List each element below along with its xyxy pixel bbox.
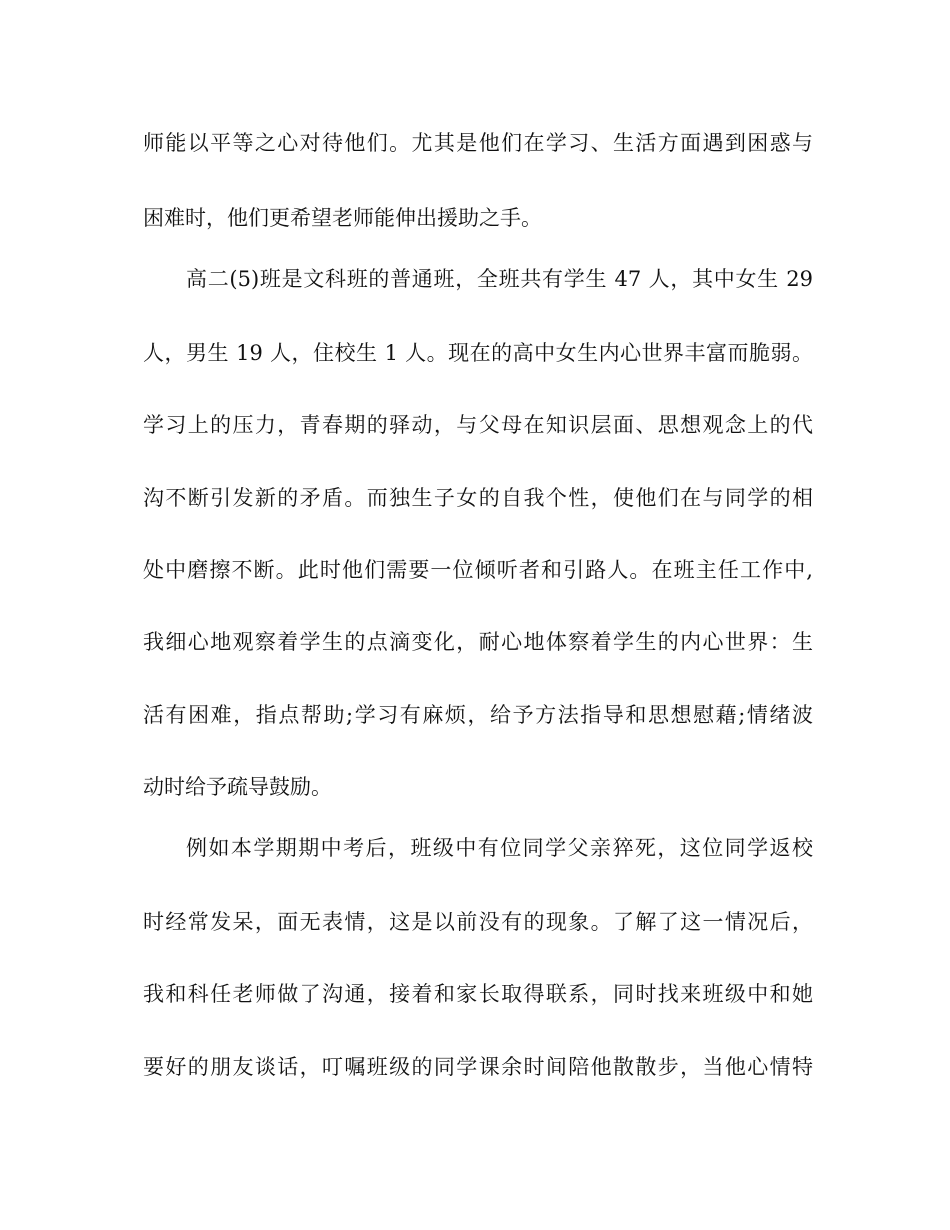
text-line: 困难时，他们更希望老师能伸出援助之手。: [143, 206, 542, 230]
text-line: 动时给予疏导鼓励。: [143, 775, 332, 799]
text-line: 我细心地观察着学生的点滴变化，耐心地体察着学生的内心世界：生: [143, 630, 813, 654]
text-line: 高二(5)班是文科班的普通班，全班共有学生 47 人，其中女生 29: [186, 267, 813, 291]
text-line: 处中磨擦不断。此时他们需要一位倾听者和引路人。在班主任工作中,: [143, 558, 813, 582]
text-line: 师能以平等之心对待他们。尤其是他们在学习、生活方面遇到困惑与: [143, 131, 813, 155]
text-line: 活有困难，指点帮助;学习有麻烦，给予方法指导和思想慰藉;情绪波: [143, 703, 813, 727]
text-line: 要好的朋友谈话，叮嘱班级的同学课余时间陪他散散步，当他心情特: [143, 1055, 813, 1079]
text-line: 例如本学期期中考后，班级中有位同学父亲猝死，这位同学返校: [186, 836, 813, 860]
text-line: 沟不断引发新的矛盾。而独生子女的自我个性，使他们在与同学的相: [143, 486, 813, 510]
text-line: 学习上的压力，青春期的驿动，与父母在知识层面、思想观念上的代: [143, 413, 813, 437]
text-line: 我和科任老师做了沟通，接着和家长取得联系，同时找来班级中和她: [143, 982, 813, 1006]
text-line: 时经常发呆，面无表情，这是以前没有的现象。了解了这一情况后，: [143, 910, 813, 934]
text-line: 人，男生 19 人，住校生 1 人。现在的高中女生内心世界丰富而脆弱。: [143, 341, 813, 365]
